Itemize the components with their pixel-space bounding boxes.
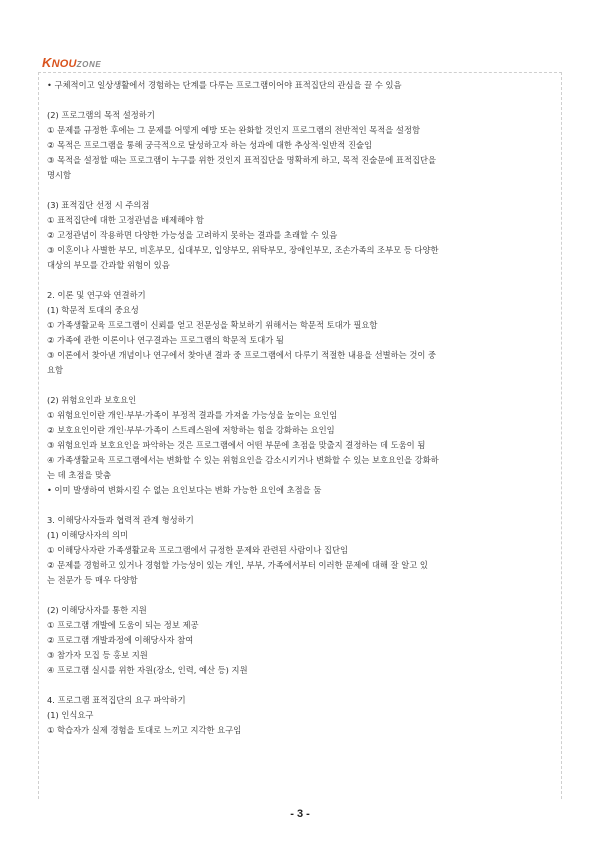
text-line: (2) 프로그램의 목적 설정하기 [47,110,155,120]
text-line: ② 문제를 경험하고 있거나 경험할 가능성이 있는 개인, 부부, 가족에서부터 이러한 문제에 대해 잘 알고 있 [47,560,428,570]
text-line: ② 보호요인이란 개인·부부·가족이 스트레스원에 저항하는 힘을 강화하는 요인임 [47,425,335,435]
text-line: ① 문제를 규정한 후에는 그 문제를 어떻게 예방 또는 완화할 것인지 프로그램의 전반적인 목적을 설정함 [47,125,420,135]
knouzone-logo [42,57,101,70]
text-line: 3. 이해당사자들과 협력적 관계 형성하기 [47,515,194,525]
text-line: (1) 이해당사자의 의미 [47,530,129,540]
text-line: • 구체적이고 일상생활에서 경험하는 단계를 다루는 프로그램이어야 표적집단의 관심을 끌 수 있음 [47,80,402,90]
page-number: - 3 - [290,808,310,820]
text-line: ② 가족에 관한 이론이나 연구결과는 프로그램의 학문적 토대가 됨 [47,335,284,345]
text-line: 4. 프로그램 표적집단의 요구 파악하기 [47,695,186,705]
text-line: (1) 인식요구 [47,710,94,720]
paragraph-gap [47,378,559,393]
text-line: (2) 위험요인과 보호요인 [47,395,137,405]
text-line: ④ 프로그램 실시를 위한 자원(장소, 인력, 예산 등) 지원 [47,665,248,675]
text-line: ① 이해당사자란 가족생활교육 프로그램에서 규정한 문제와 관련된 사람이나 집단임 [47,545,349,555]
paragraph-gap [47,93,559,108]
text-line: 요함 [47,365,64,375]
text-line: (2) 이해당사자를 통한 지원 [47,605,147,615]
text-line: ① 학습자가 실제 경험을 토대로 느끼고 지각한 요구임 [47,725,242,735]
text-line: 명시함 [47,170,72,180]
paragraph-gap [47,498,559,513]
text-line: 는 데 초점을 맞춤 [47,470,112,480]
text-line: ② 고정관념이 작용하면 다양한 가능성을 고려하지 못하는 결과를 초래할 수 있음 [47,230,338,240]
text-line: ③ 목적을 설정할 때는 프로그램이 누구를 위한 것인지 표적집단을 명확하게 하고, 목적 진술문에 표적집단을 [47,155,437,165]
text-line: (3) 표적집단 선정 시 주의점 [47,200,150,210]
text-line: 대상의 부모를 간과할 위험이 있음 [47,260,170,270]
text-line: ① 위험요인이란 개인·부부·가족이 부정적 결과를 가져올 가능성을 높이는 요인임 [47,410,338,420]
paragraph-gap [47,183,559,198]
text-line: ① 가족생활교육 프로그램이 신뢰를 얻고 전문성을 확보하기 위해서는 학문적 토대가 필요함 [47,320,378,330]
text-line: ③ 이혼이나 사별한 부모, 비혼부모, 십대부모, 입양부모, 위탁부모, 장애인부모, 조손가족의 조부모 등 다양한 [47,245,439,255]
logo-nou: NOU [51,58,77,70]
paragraph-gap [47,588,559,603]
text-line: ③ 위험요인과 보호요인을 파악하는 것은 프로그램에서 어떤 부문에 초점을 맞출지 결정하는 데 도움이 됨 [47,440,426,450]
text-line: ① 프로그램 개발에 도움이 되는 정보 제공 [47,620,199,630]
text-line: ③ 이론에서 찾아낸 개념이나 연구에서 찾아낸 결과 중 프로그램에서 다루기 적절한 내용을 선별하는 것이 중 [47,350,437,360]
text-line: ② 목적은 프로그램을 통해 궁극적으로 달성하고자 하는 성과에 대한 추상적·일반적 진술임 [47,140,372,150]
text-line: ④ 가족생활교육 프로그램에서는 변화할 수 있는 위험요인을 감소시키거나 변화할 수 있는 보호요인을 강화하 [47,455,439,465]
logo-zone: ZONE [76,60,102,69]
paragraph-gap [47,678,559,693]
text-line: ② 프로그램 개발과정에 이해당사자 참여 [47,635,194,645]
text-line: 2. 이론 및 연구와 연결하기 [47,290,146,300]
text-line: 는 전문가 등 매우 다양함 [47,575,138,585]
text-line: ① 표적집단에 대한 고정관념을 배제해야 함 [47,215,204,225]
text-line: (1) 학문적 토대의 중요성 [47,305,139,315]
paragraph-gap [47,273,559,288]
text-line: ③ 참가자 모집 등 홍보 지원 [47,650,148,660]
logo-k: K [42,55,52,70]
document-body [47,78,559,738]
text-line: • 이미 발생하여 변화시킬 수 없는 요인보다는 변화 가능한 요인에 초점을 둠 [47,485,322,495]
